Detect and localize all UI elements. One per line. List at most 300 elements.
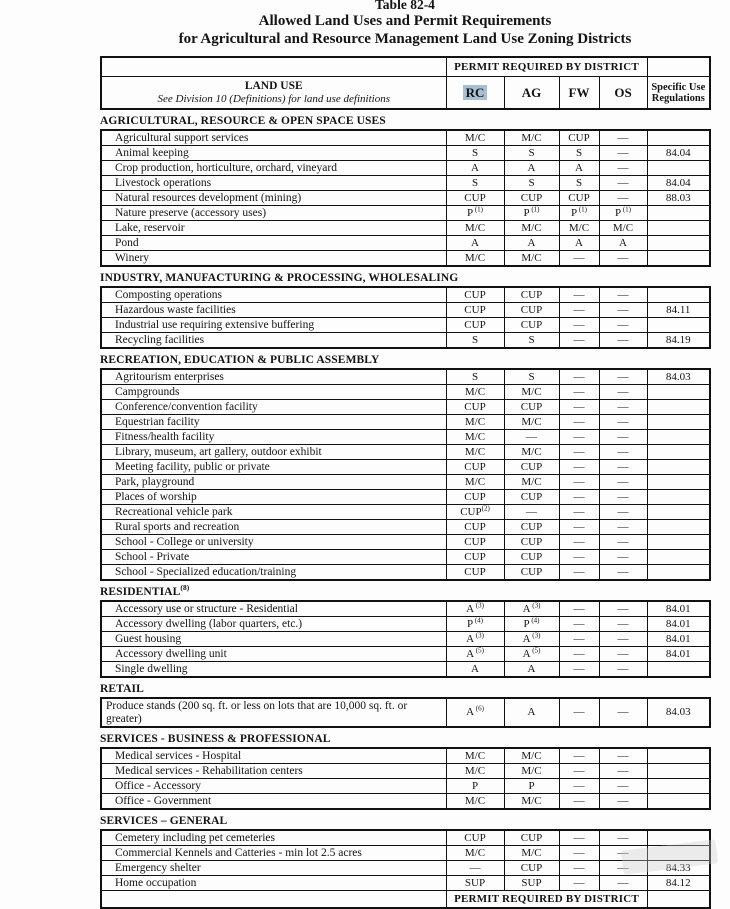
land-use-subtitle: See Division 10 (Definitions) for land use definitions <box>157 92 390 105</box>
section-header: RECREATION, EDUCATION & PUBLIC ASSEMBLY <box>100 354 380 366</box>
permit-cell: P $^{(4)}$ <box>504 617 559 632</box>
section-table <box>100 697 711 728</box>
permit-cell: — <box>599 846 647 861</box>
permit-cell: A $^{(6)}$ <box>446 698 504 727</box>
table-row <box>101 617 710 632</box>
permit-cell: — <box>599 505 647 520</box>
permit-cell: — <box>599 520 647 535</box>
footnote-superscript: (1) <box>473 205 484 213</box>
section-header: RETAIL <box>100 683 144 695</box>
permit-cell: P $^{(1)}$ <box>599 206 647 221</box>
spec-regulation-cell: 84.33 <box>647 861 710 876</box>
permit-cell: CUP <box>504 490 559 505</box>
permit-cell: M/C <box>504 221 559 236</box>
permit-cell: M/C <box>446 251 504 267</box>
table-row <box>101 698 710 727</box>
permit-cell: P <box>504 779 559 794</box>
footnote-superscript: (5) <box>474 646 484 654</box>
land-use-cell: Natural resources development (mining) <box>101 191 446 206</box>
section-header: RESIDENTIAL$^{(8)}$ <box>100 583 190 598</box>
land-use-cell: Crop production, horticulture, orchard, vineyard <box>101 161 446 176</box>
land-use-cell: Rural sports and recreation <box>101 520 446 535</box>
permit-cell: A <box>446 662 504 678</box>
permit-cell: S <box>504 146 559 161</box>
permit-cell: — <box>599 662 647 678</box>
permit-cell: S <box>504 369 559 385</box>
land-use-cell: Produce stands (200 sq. ft. or less on lots that are 10,000 sq. ft. or greater) <box>101 698 446 727</box>
table-row <box>101 460 710 475</box>
footer-banner-row <box>101 891 710 909</box>
permit-cell: M/C <box>446 385 504 400</box>
section-footnote-superscript: (8) <box>180 583 190 593</box>
spec-regulation-cell <box>647 794 710 810</box>
permit-cell: — <box>559 445 599 460</box>
permit-cell: CUP <box>559 191 599 206</box>
permit-cell: M/C <box>446 748 504 764</box>
spec-regulation-cell <box>647 287 710 303</box>
table-row <box>101 176 710 191</box>
permit-cell: — <box>446 861 504 876</box>
section-header: SERVICES - BUSINESS & PROFESSIONAL <box>100 733 331 745</box>
spec-regulation-cell <box>647 400 710 415</box>
permit-cell: CUP <box>446 830 504 846</box>
spec-regulation-cell <box>647 505 710 520</box>
permit-cell: A <box>504 698 559 727</box>
table-row <box>101 535 710 550</box>
land-use-cell: Home occupation <box>101 876 446 891</box>
spec-regulation-cell <box>647 520 710 535</box>
permit-cell: — <box>599 318 647 333</box>
document-page <box>100 0 710 909</box>
spec-regulation-cell <box>647 830 710 846</box>
spec-regulation-cell <box>647 251 710 267</box>
table-title-line2: for Agricultural and Resource Management Land Use Zoning Districts <box>178 31 632 47</box>
footer-spec-spacer <box>647 891 710 909</box>
permit-cell: — <box>599 698 647 727</box>
permit-cell: CUP <box>504 535 559 550</box>
table-row <box>101 794 710 810</box>
spec-regulation-cell: 84.03 <box>647 698 710 727</box>
permit-cell: A <box>446 161 504 176</box>
permit-cell: M/C <box>446 846 504 861</box>
permit-cell: M/C <box>446 794 504 810</box>
table-row <box>101 287 710 303</box>
permit-cell: A $^{(3)}$ <box>504 632 559 647</box>
permit-cell: CUP <box>504 400 559 415</box>
land-use-cell: Single dwelling <box>101 662 446 678</box>
permit-cell: M/C <box>559 221 599 236</box>
permit-cell: M/C <box>504 415 559 430</box>
permit-cell: — <box>599 161 647 176</box>
section-header: INDUSTRY, MANUFACTURING & PROCESSING, WHOLESALING <box>100 272 459 284</box>
permit-cell: M/C <box>504 385 559 400</box>
permit-cell: — <box>559 647 599 662</box>
permit-cell: S <box>446 146 504 161</box>
permit-cell: S <box>504 333 559 349</box>
permit-cell: M/C <box>446 475 504 490</box>
spec-regulation-cell: 84.04 <box>647 146 710 161</box>
section-header: SERVICES – GENERAL <box>100 815 228 827</box>
permit-cell: — <box>559 385 599 400</box>
permit-cell: A $^{(3)}$ <box>446 601 504 617</box>
spec-regulation-cell <box>647 385 710 400</box>
permit-cell: — <box>559 475 599 490</box>
spec-regulation-cell <box>647 764 710 779</box>
table-row <box>101 191 710 206</box>
footnote-superscript: (1) <box>577 205 588 213</box>
land-use-cell: Hazardous waste facilities <box>101 303 446 318</box>
permit-cell: — <box>504 430 559 445</box>
spec-regulation-cell <box>647 565 710 581</box>
spec-regulation-cell <box>647 415 710 430</box>
permit-cell: S <box>446 333 504 349</box>
permit-cell: P <box>446 779 504 794</box>
permit-cell: — <box>559 861 599 876</box>
footnote-superscript: (2) <box>481 504 490 512</box>
spec-regulation-cell: 84.03 <box>647 369 710 385</box>
permit-cell: SUP <box>504 876 559 891</box>
section-table <box>100 829 711 909</box>
land-use-cell: Meeting facility, public or private <box>101 460 446 475</box>
footnote-superscript: (4) <box>529 616 540 624</box>
land-use-cell: School - Private <box>101 550 446 565</box>
spec-regulation-cell: 84.04 <box>647 176 710 191</box>
land-use-cell: Places of worship <box>101 490 446 505</box>
permit-cell: CUP <box>446 490 504 505</box>
permit-cell: — <box>599 303 647 318</box>
permit-cell: CUP <box>504 460 559 475</box>
rc-selection-highlight: RC <box>463 85 488 100</box>
table-row <box>101 251 710 267</box>
land-use-cell: Fitness/health facility <box>101 430 446 445</box>
section-table <box>100 747 711 810</box>
land-use-cell: Guest housing <box>101 632 446 647</box>
permit-cell: M/C <box>446 130 504 146</box>
permit-cell: — <box>559 460 599 475</box>
permit-cell: — <box>599 445 647 460</box>
permit-cell: — <box>599 565 647 581</box>
footer-permit-required-banner: PERMIT REQUIRED BY DISTRICT <box>446 891 647 909</box>
permit-cell: — <box>559 369 599 385</box>
permit-cell: — <box>559 601 599 617</box>
permit-cell: CUP <box>504 565 559 581</box>
table-title-block <box>100 0 710 48</box>
land-use-cell: Campgrounds <box>101 385 446 400</box>
permit-cell: CUP <box>446 550 504 565</box>
permit-cell: CUP$^{(2)}$ <box>446 505 504 520</box>
footnote-superscript: (4) <box>473 616 484 624</box>
footer-landuse-spacer <box>101 891 446 909</box>
land-use-cell: Medical services - Rehabilitation centers <box>101 764 446 779</box>
district-col-rc <box>446 77 504 110</box>
permit-cell: — <box>559 505 599 520</box>
permit-cell: — <box>559 400 599 415</box>
permit-cell: CUP <box>504 191 559 206</box>
permit-cell: P $^{(1)}$ <box>446 206 504 221</box>
permit-cell: A $^{(3)}$ <box>504 601 559 617</box>
permit-cell: — <box>559 303 599 318</box>
permit-cell: — <box>559 794 599 810</box>
permit-cell: A <box>599 236 647 251</box>
table-row <box>101 748 710 764</box>
permit-cell: P $^{(4)}$ <box>446 617 504 632</box>
permit-cell: — <box>599 430 647 445</box>
district-col-os: OS <box>599 77 647 110</box>
land-use-cell: Pond <box>101 236 446 251</box>
section-table <box>100 129 711 267</box>
permit-cell: CUP <box>504 318 559 333</box>
permit-cell: S <box>559 176 599 191</box>
permit-cell: — <box>599 535 647 550</box>
permit-cell: — <box>559 764 599 779</box>
land-use-cell: Equestrian facility <box>101 415 446 430</box>
permit-cell: CUP <box>504 830 559 846</box>
permit-cell: M/C <box>446 764 504 779</box>
permit-cell: M/C <box>504 251 559 267</box>
footnote-superscript: (3) <box>474 631 484 639</box>
permit-cell: CUP <box>446 318 504 333</box>
land-use-cell: School - Specialized education/training <box>101 565 446 581</box>
spec-regulation-cell: 84.01 <box>647 632 710 647</box>
table-row <box>101 130 710 146</box>
permit-cell: S <box>504 176 559 191</box>
permit-cell: — <box>599 490 647 505</box>
permit-cell: M/C <box>504 846 559 861</box>
table-row <box>101 475 710 490</box>
permit-cell: A <box>504 161 559 176</box>
permit-cell: — <box>559 876 599 891</box>
permit-cell: S <box>446 369 504 385</box>
header-spec-spacer <box>647 57 710 77</box>
permit-cell: — <box>559 779 599 794</box>
land-use-cell: Agritourism enterprises <box>101 369 446 385</box>
permit-cell: — <box>559 748 599 764</box>
permit-cell: — <box>559 830 599 846</box>
permit-cell: — <box>599 550 647 565</box>
district-col-ag: AG <box>504 77 559 110</box>
footnote-superscript: (1) <box>621 205 632 213</box>
footnote-superscript: (1) <box>529 205 540 213</box>
permit-cell: — <box>559 565 599 581</box>
permit-cell: — <box>559 490 599 505</box>
permit-cell: — <box>599 830 647 846</box>
table-row <box>101 520 710 535</box>
land-use-cell: Accessory dwelling unit <box>101 647 446 662</box>
table-row <box>101 333 710 349</box>
header-columns-row <box>101 77 710 110</box>
permit-cell: — <box>504 505 559 520</box>
permit-cell: — <box>599 191 647 206</box>
permit-cell: — <box>559 846 599 861</box>
table-row <box>101 846 710 861</box>
permit-cell: — <box>599 176 647 191</box>
permit-cell: — <box>559 415 599 430</box>
spec-regulation-cell <box>647 318 710 333</box>
permit-cell: M/C <box>504 475 559 490</box>
permit-cell: CUP <box>446 303 504 318</box>
land-use-cell: Accessory use or structure - Residential <box>101 601 446 617</box>
permit-cell: — <box>599 617 647 632</box>
table-row <box>101 206 710 221</box>
footnote-superscript: (3) <box>474 601 484 609</box>
spec-regulation-cell <box>647 460 710 475</box>
permit-cell: — <box>559 251 599 267</box>
table-row <box>101 369 710 385</box>
spec-regulation-cell <box>647 748 710 764</box>
spec-regulation-cell <box>647 206 710 221</box>
permit-cell: A $^{(5)}$ <box>446 647 504 662</box>
land-use-cell: Industrial use requiring extensive buffering <box>101 318 446 333</box>
table-row <box>101 565 710 581</box>
spec-regulation-cell <box>647 430 710 445</box>
permit-cell: — <box>599 601 647 617</box>
spec-regulation-cell <box>647 535 710 550</box>
table-row <box>101 430 710 445</box>
permit-cell: — <box>599 415 647 430</box>
header-landuse-spacer <box>101 57 446 77</box>
spec-regulation-cell <box>647 236 710 251</box>
footnote-superscript: (3) <box>530 631 541 639</box>
table-row <box>101 764 710 779</box>
table-title-line1: Allowed Land Uses and Permit Requirements <box>258 13 552 29</box>
permit-cell: M/C <box>446 221 504 236</box>
table-row <box>101 505 710 520</box>
land-use-cell: Park, playground <box>101 475 446 490</box>
permit-cell: CUP <box>446 460 504 475</box>
table-row <box>101 400 710 415</box>
spec-regulation-cell <box>647 221 710 236</box>
land-use-cell: Nature preserve (accessory uses) <box>101 206 446 221</box>
permit-cell: CUP <box>446 400 504 415</box>
land-use-cell: Library, museum, art gallery, outdoor exhibit <box>101 445 446 460</box>
permit-cell: S <box>446 176 504 191</box>
permit-cell: A $^{(3)}$ <box>446 632 504 647</box>
permit-cell: A <box>504 662 559 678</box>
table-row <box>101 550 710 565</box>
spec-regulation-cell <box>647 550 710 565</box>
land-use-cell: Conference/convention facility <box>101 400 446 415</box>
footnote-superscript: (5) <box>530 646 541 654</box>
permit-cell: P $^{(1)}$ <box>504 206 559 221</box>
permit-cell: — <box>559 333 599 349</box>
permit-cell: — <box>559 318 599 333</box>
permit-cell: A $^{(5)}$ <box>504 647 559 662</box>
land-use-cell: Office - Accessory <box>101 779 446 794</box>
permit-cell: — <box>599 146 647 161</box>
spec-regulation-cell: 84.12 <box>647 876 710 891</box>
permit-cell: — <box>599 779 647 794</box>
permit-cell: — <box>599 764 647 779</box>
permit-cell: CUP <box>446 191 504 206</box>
permit-cell: M/C <box>599 221 647 236</box>
spec-regulation-cell <box>647 779 710 794</box>
land-use-cell: Commercial Kennels and Catteries - min lot 2.5 acres <box>101 846 446 861</box>
spec-regulation-cell <box>647 130 710 146</box>
permit-cell: M/C <box>504 764 559 779</box>
land-use-cell: Winery <box>101 251 446 267</box>
land-use-cell: Agricultural support services <box>101 130 446 146</box>
table-row <box>101 146 710 161</box>
footnote-superscript: (6) <box>474 704 484 713</box>
permit-cell: M/C <box>446 430 504 445</box>
permit-cell: — <box>599 369 647 385</box>
land-use-cell: Recreational vehicle park <box>101 505 446 520</box>
spec-regulation-cell: 84.01 <box>647 601 710 617</box>
permit-cell: — <box>559 617 599 632</box>
permit-cell: CUP <box>504 303 559 318</box>
district-col-fw: FW <box>559 77 599 110</box>
table-row <box>101 632 710 647</box>
section-table <box>100 368 711 581</box>
permit-cell: — <box>559 287 599 303</box>
permit-cell: — <box>599 130 647 146</box>
permit-cell: — <box>599 385 647 400</box>
sections-container <box>100 115 710 909</box>
spec-regulation-cell: 84.01 <box>647 647 710 662</box>
permit-cell: CUP <box>504 520 559 535</box>
permit-cell: M/C <box>504 748 559 764</box>
permit-cell: A <box>559 236 599 251</box>
permit-cell: — <box>599 794 647 810</box>
permit-cell: — <box>559 632 599 647</box>
land-use-cell: School - College or university <box>101 535 446 550</box>
land-use-cell: Livestock operations <box>101 176 446 191</box>
land-use-cell: Lake, reservoir <box>101 221 446 236</box>
permit-cell: CUP <box>504 550 559 565</box>
permit-cell: SUP <box>446 876 504 891</box>
land-use-cell: Composting operations <box>101 287 446 303</box>
land-use-header-cell <box>101 77 446 110</box>
permit-cell: — <box>599 251 647 267</box>
header-banner-row <box>101 57 710 77</box>
permit-cell: M/C <box>504 445 559 460</box>
permit-cell: A <box>446 236 504 251</box>
permit-cell: — <box>599 333 647 349</box>
section-table <box>100 600 711 678</box>
permit-cell: M/C <box>504 794 559 810</box>
spec-regulation-cell <box>647 846 710 861</box>
spec-regulation-cell <box>647 490 710 505</box>
spec-regulation-cell: 84.01 <box>647 617 710 632</box>
permit-cell: — <box>559 662 599 678</box>
permit-cell: — <box>559 550 599 565</box>
spec-regulation-cell: 84.19 <box>647 333 710 349</box>
permit-cell: CUP <box>504 287 559 303</box>
table-row <box>101 221 710 236</box>
permit-cell: — <box>599 460 647 475</box>
permit-cell: — <box>559 520 599 535</box>
permit-cell: CUP <box>504 861 559 876</box>
spec-regulation-cell <box>647 445 710 460</box>
table-row <box>101 601 710 617</box>
table-row <box>101 490 710 505</box>
spec-regulation-cell: 88.03 <box>647 191 710 206</box>
permit-cell: CUP <box>446 535 504 550</box>
land-use-cell: Recycling facilities <box>101 333 446 349</box>
permit-cell: M/C <box>446 415 504 430</box>
land-use-cell: Medical services - Hospital <box>101 748 446 764</box>
land-use-cell: Cemetery including pet cemeteries <box>101 830 446 846</box>
permit-cell: CUP <box>446 287 504 303</box>
permit-cell: — <box>599 632 647 647</box>
section-header: AGRICULTURAL, RESOURCE & OPEN SPACE USES <box>100 115 386 127</box>
permit-cell: — <box>599 876 647 891</box>
spec-regulation-cell <box>647 475 710 490</box>
permit-cell: — <box>559 535 599 550</box>
table-row <box>101 876 710 891</box>
permit-cell: A <box>559 161 599 176</box>
table-row <box>101 236 710 251</box>
